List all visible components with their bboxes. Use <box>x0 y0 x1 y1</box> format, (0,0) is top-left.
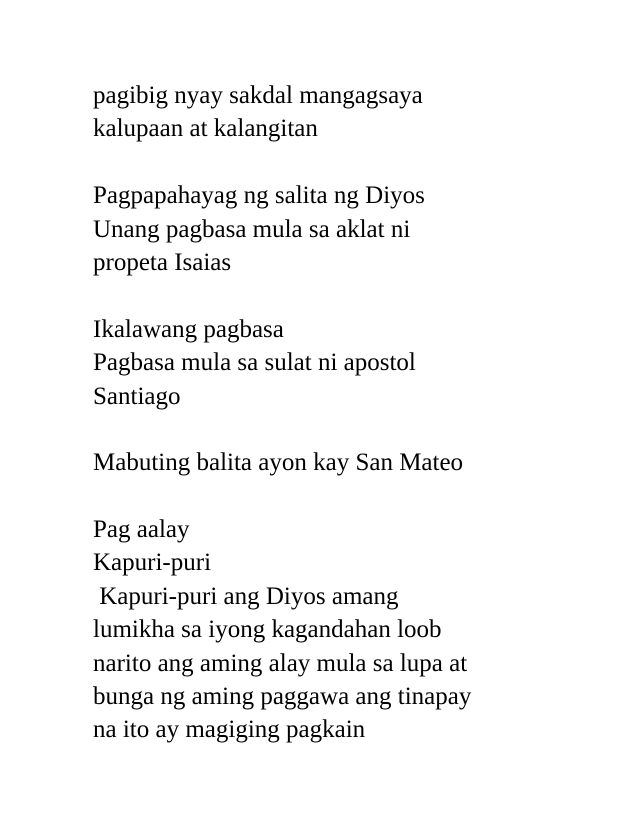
text-line: pagibig nyay sakdal mangagsaya <box>93 82 423 109</box>
text-line: Kapuri-puri <box>93 549 212 577</box>
text-line: Pagbasa mula sa sulat ni apostol <box>93 349 416 377</box>
text-line: na ito ay magiging pagkain <box>93 716 366 744</box>
text-line: Pag aalay <box>93 516 190 544</box>
blank-line <box>93 279 613 312</box>
text-line: Kapuri-puri ang Diyos amang <box>93 582 399 610</box>
document-text <box>93 79 613 747</box>
text-line: Ikalawang pagbasa <box>93 315 284 343</box>
blank-line <box>93 146 613 179</box>
text-line: Mabuting balita ayon kay San Mateo <box>93 449 464 477</box>
text-line: bunga ng aming paggawa ang tinapay <box>93 683 472 711</box>
text-line: lumikha sa iyong kagandahan loob <box>93 616 442 644</box>
text-line: propeta Isaias <box>93 248 232 276</box>
text-line: narito ang aming alay mula sa lupa at <box>93 649 468 677</box>
text-line: Unang pagbasa mula sa aklat ni <box>93 215 411 243</box>
text-line: Pagpapahayag ng salita ng Diyos <box>93 182 425 210</box>
text-line: kalupaan at kalangitan <box>93 115 318 143</box>
blank-line <box>93 413 613 446</box>
text-line: Santiago <box>93 382 181 410</box>
blank-line <box>93 480 613 513</box>
